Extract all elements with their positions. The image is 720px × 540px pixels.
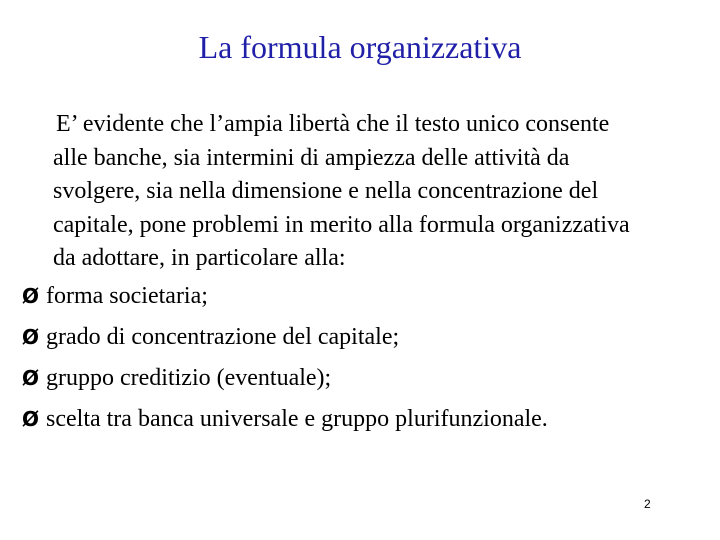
intro-line: E’ evidente che l’ampia libertà che il testo unico consente [56,111,610,137]
slide-title: La formula organizzativa [198,29,522,65]
arrow-bullet-icon: Ø [22,284,40,308]
arrow-bullet-icon: Ø [22,407,40,431]
intro-line: capitale, pone problemi in merito alla formula organizzativa [53,211,630,238]
page-number: 2 [644,497,651,511]
bullet-text: scelta tra banca universale e gruppo plurifunzionale. [46,406,548,432]
intro-paragraph [53,108,713,276]
bullet-text: forma societaria; [46,283,208,309]
intro-line: alle banche, sia intermini di ampiezza delle attività da [53,144,570,171]
list-item [22,276,712,317]
arrow-bullet-icon: Ø [22,366,40,390]
arrow-bullet-icon: Ø [22,325,40,349]
intro-line: svolgere, sia nella dimensione e nella concentrazione del [53,178,599,204]
list-item [22,317,712,358]
list-item [22,399,712,440]
bullet-list [22,276,712,440]
intro-line: da adottare, in particolare alla: [53,245,346,271]
bullet-text: grado di concentrazione del capitale; [46,324,400,350]
list-item [22,358,712,399]
bullet-text: gruppo creditizio (eventuale); [46,365,332,391]
